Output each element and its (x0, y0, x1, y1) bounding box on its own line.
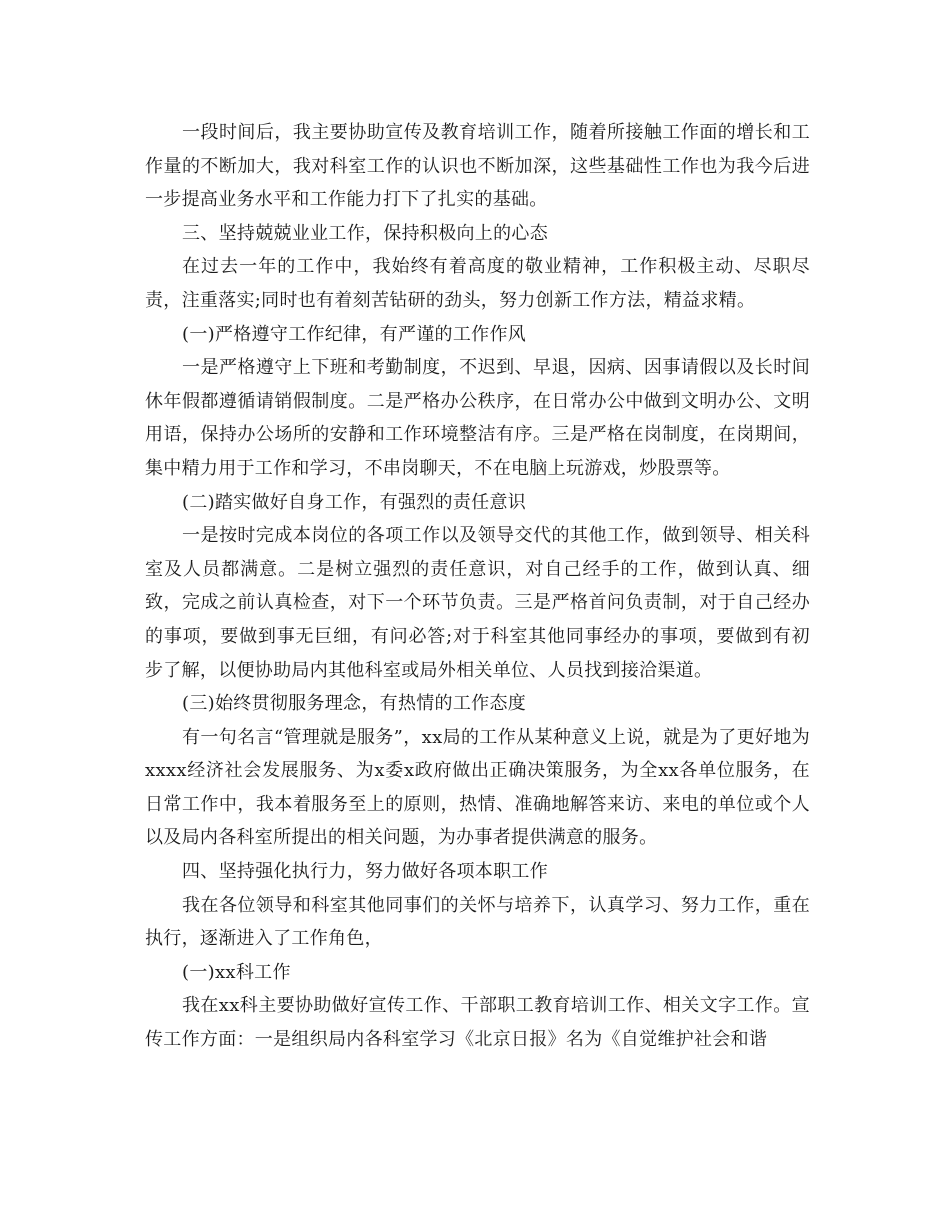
section-heading: 三、坚持兢兢业业工作，保持积极向上的心态 (182, 222, 548, 244)
paragraph: 在过去一年的工作中，我始终有着高度的敬业精神，工作积极主动、尽职尽责，注重落实;同时也有着刻苦钻研的劲头，努力创新工作方法，精益求精。 (145, 256, 810, 311)
subsection-heading: (二)踏实做好自身工作，有强烈的责任意识 (182, 491, 527, 513)
paragraph: 一段时间后，我主要协助宣传及教育培训工作，随着所接触工作面的增长和工作量的不断加大，我对科室工作的认识也不断加深，这些基础性工作也为我今后进一步提高业务水平和工作能力打下了扎实的基础。 (145, 122, 810, 211)
subsection-heading: (一)严格遵守工作纪律，有严谨的工作作风 (182, 323, 527, 345)
paragraph: 有一句名言“管理就是服务”，xx局的工作从某种意义上说，就是为了更好地为xxxx经济社会发展服务、为x委x政府做出正确决策服务，为全xx各单位服务，在日常工作中，我本着服务至上的原则，热情、准确地解答来访、来电的单位或个人以及局内各科室所提出的相关问题，为办事者提供满意的服务。 (145, 726, 810, 849)
paragraph: 我在xx科主要协助做好宣传工作、干部职工教育培训工作、相关文字工作。宣传工作方面：一是组织局内各科室学习《北京日报》名为《自觉维护社会和谐 (145, 995, 810, 1051)
paragraph: 一是严格遵守上下班和考勤制度，不迟到、早退，因病、因事请假以及长时间休年假都遵循请销假制度。二是严格办公秩序，在日常办公中做到文明办公、文明用语，保持办公场所的安静和工作环境整洁有序。三是严格在岗制度，在岗期间，集中精力用于工作和学习，不串岗聊天，不在电脑上玩游戏，炒股票等。 (145, 357, 810, 479)
section-heading: 四、坚持强化执行力，努力做好各项本职工作 (182, 861, 548, 883)
document-body (145, 116, 810, 1057)
paragraph: 我在各位领导和科室其他同事们的关怀与培养下，认真学习、努力工作，重在执行，逐渐进入了工作角色， (145, 894, 810, 950)
paragraph: 一是按时完成本岗位的各项工作以及领导交代的其他工作，做到领导、相关科室及人员都满意。二是树立强烈的责任意识，对自己经手的工作，做到认真、细致，完成之前认真检查，对下一个环节负责。三是严格首问负责制，对于自己经办的事项，要做到事无巨细，有问必答;对于科室其他同事经办的事项，要做到有初步了解，以便协助局内其他科室或局外相关单位、人员找到接洽渠道。 (145, 525, 810, 681)
subsection-heading: (一)xx科工作 (182, 961, 291, 983)
subsection-heading: (三)始终贯彻服务理念，有热情的工作态度 (182, 693, 527, 715)
